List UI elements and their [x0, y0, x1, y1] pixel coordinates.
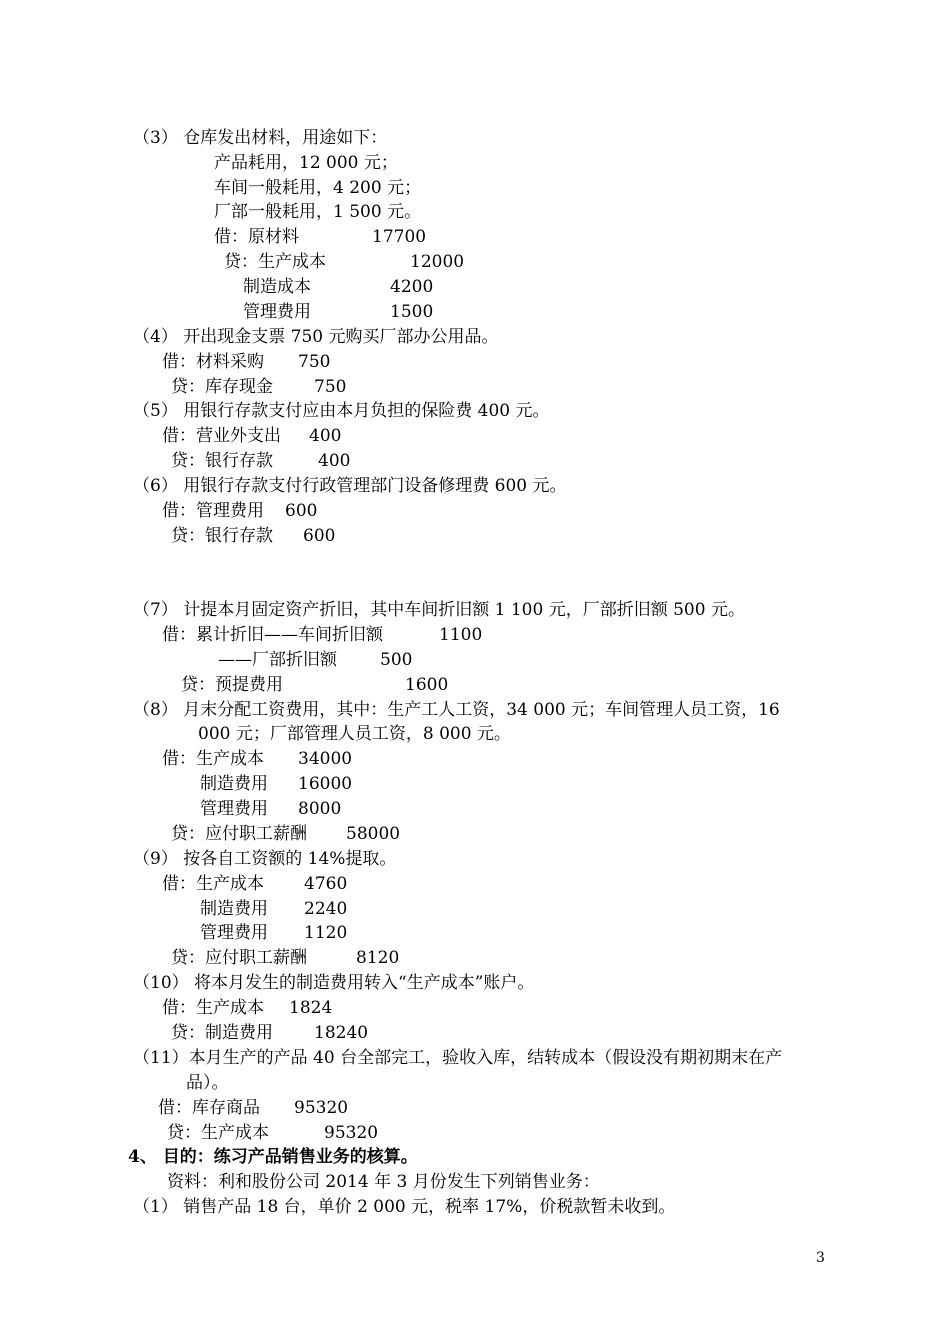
entry-amount: 4760: [304, 874, 348, 894]
line-text: ——厂部折旧额: [218, 650, 337, 670]
line-text: （4） 开出现金支票 750 元购买厂部办公用品。: [133, 327, 499, 347]
entry-amount: 34000: [298, 749, 353, 769]
line-text: 000 元；厂部管理人员工资，8 000 元。: [198, 724, 511, 744]
line-text: 贷：预提费用: [181, 675, 283, 695]
entry-amount: 750: [298, 352, 331, 372]
line-text: 借：营业外支出: [162, 426, 281, 446]
line-text: 贷：银行存款: [171, 451, 273, 471]
line-text: 借：累计折旧——车间折旧额: [162, 625, 383, 645]
entry-amount: 600: [285, 501, 318, 521]
line-text: （5） 用银行存款支付应由本月负担的保险费 400 元。: [133, 401, 550, 421]
entry-amount: 58000: [346, 824, 401, 844]
line-text: （7） 计提本月固定资产折旧，其中车间折旧额 1 100 元，厂部折旧额 500 元。: [133, 600, 745, 620]
entry-amount: 95320: [294, 1098, 349, 1118]
line-text: 产品耗用，12 000 元；: [214, 153, 398, 173]
line-text: 借：原材料: [214, 227, 299, 247]
line-text: （6） 用银行存款支付行政管理部门设备修理费 600 元。: [133, 476, 567, 496]
line-text: （3） 仓库发出材料，用途如下：: [133, 128, 388, 148]
entry-amount: 400: [309, 426, 342, 446]
line-text: 借：生产成本: [162, 874, 264, 894]
entry-amount: 600: [303, 526, 336, 546]
entry-amount: 17700: [372, 227, 427, 247]
line-text: （10） 将本月发生的制造费用转入“生产成本”账户。: [133, 973, 535, 993]
line-text: 借：库存商品: [158, 1098, 260, 1118]
line-text: 管理费用: [243, 302, 311, 322]
line-text: 资料：利和股份公司 2014 年 3 月份发生下列销售业务：: [167, 1172, 600, 1192]
line-text: 贷：银行存款: [171, 526, 273, 546]
entry-amount: 4200: [390, 277, 434, 297]
entry-amount: 16000: [298, 774, 353, 794]
entry-amount: 1500: [390, 302, 434, 322]
entry-amount: 500: [380, 650, 413, 670]
entry-amount: 18240: [314, 1023, 369, 1043]
line-text: 贷：应付职工薪酬: [171, 948, 307, 968]
entry-amount: 8000: [298, 799, 342, 819]
line-text: 贷：应付职工薪酬: [171, 824, 307, 844]
line-text: 管理费用: [200, 799, 268, 819]
entry-amount: 2240: [304, 899, 348, 919]
line-text: 贷：生产成本: [167, 1123, 269, 1143]
line-text: 品）。: [186, 1073, 229, 1093]
entry-amount: 1120: [304, 923, 348, 943]
page-number: 3: [816, 1250, 825, 1266]
line-text: 借：生产成本: [162, 998, 264, 1018]
line-text: 制造费用: [200, 899, 268, 919]
line-text: 管理费用: [200, 923, 268, 943]
line-text: 借：材料采购: [162, 352, 264, 372]
entry-amount: 8120: [356, 948, 400, 968]
line-text: （11）本月生产的产品 40 台全部完工，验收入库，结转成本（假设没有期初期末在产: [133, 1048, 783, 1068]
line-text: 贷：制造费用: [171, 1023, 273, 1043]
line-text: 贷：生产成本: [224, 252, 326, 272]
line-text: 制造成本: [243, 277, 311, 297]
entry-amount: 12000: [410, 252, 465, 272]
line-text: 4、 目的：练习产品销售业务的核算。: [128, 1147, 418, 1167]
line-text: 制造费用: [200, 774, 268, 794]
line-text: （9） 按各自工资额的 14%提取。: [133, 849, 397, 869]
line-text: （8） 月末分配工资费用，其中：生产工人工资，34 000 元；车间管理人员工资，16: [133, 700, 780, 720]
line-text: 借：生产成本: [162, 749, 264, 769]
entry-amount: 1824: [289, 998, 333, 1018]
line-text: 车间一般耗用，4 200 元；: [214, 178, 422, 198]
line-text: 贷：库存现金: [171, 377, 273, 397]
entry-amount: 1100: [439, 625, 483, 645]
line-text: 借：管理费用: [162, 501, 264, 521]
entry-amount: 400: [318, 451, 351, 471]
line-text: 厂部一般耗用，1 500 元。: [214, 202, 422, 222]
entry-amount: 750: [314, 377, 347, 397]
entry-amount: 1600: [405, 675, 449, 695]
entry-amount: 95320: [324, 1123, 379, 1143]
line-text: （1） 销售产品 18 台，单价 2 000 元，税率 17%，价税款暂未收到。: [133, 1197, 676, 1217]
